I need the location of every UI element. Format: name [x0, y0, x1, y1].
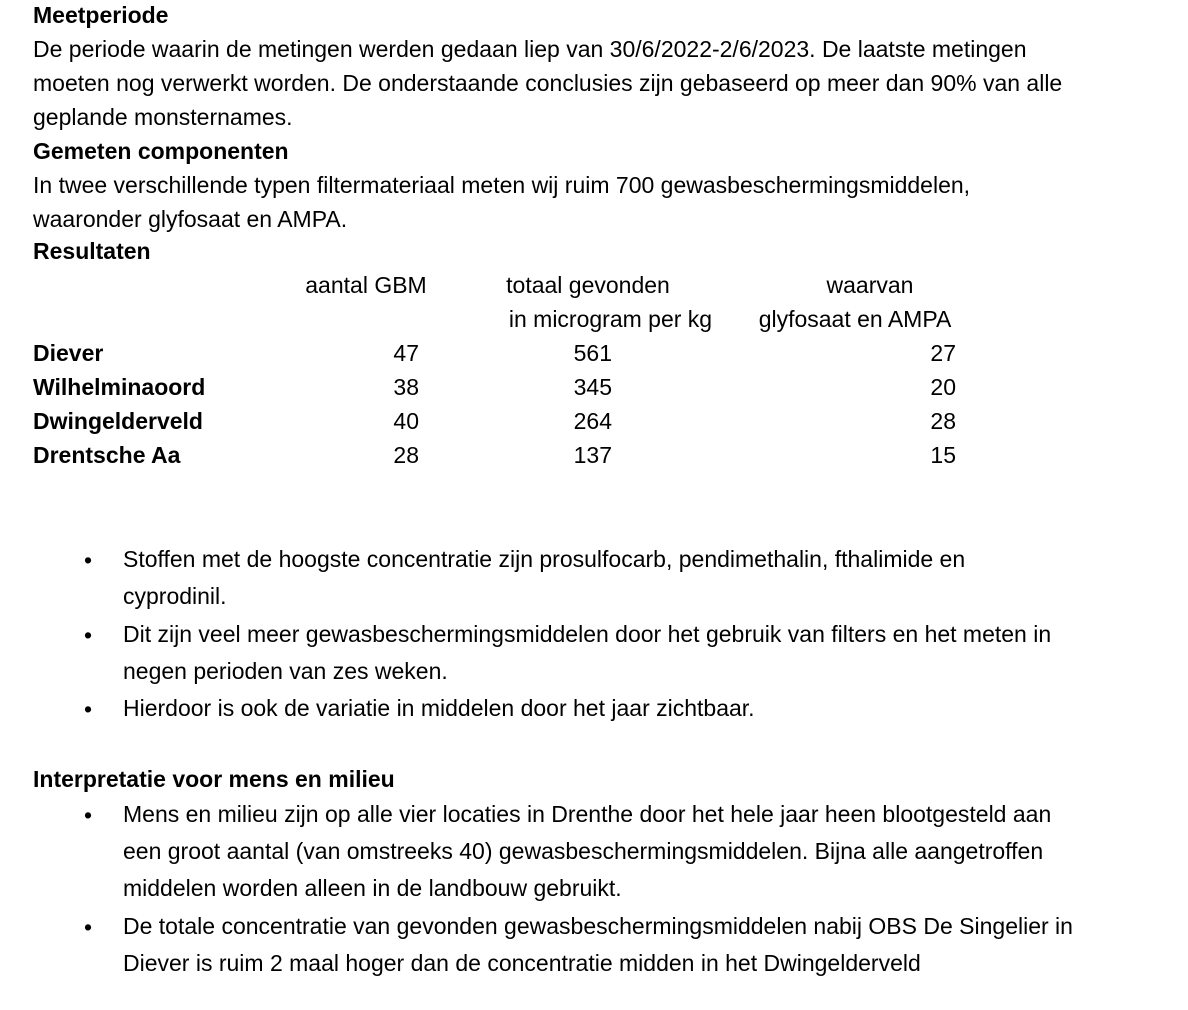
heading-gemeten-componenten: Gemeten componenten: [33, 138, 289, 164]
list-item: Dit zijn veel meer gewasbeschermingsmiddelen door het gebruik van filters en het meten in: [123, 621, 1052, 647]
bullet-icon: •: [83, 802, 93, 828]
list-item-continuation: negen perioden van zes weken.: [123, 658, 448, 684]
paragraph-line: geplande monsternames.: [33, 104, 293, 130]
column-header-totaal: totaal gevonden: [506, 272, 670, 298]
list-item: Mens en milieu zijn op alle vier locaties in Drenthe door het hele jaar heen blootgesteld aan: [123, 801, 1052, 827]
bullet-icon: •: [83, 547, 93, 573]
heading-resultaten: Resultaten: [33, 238, 151, 264]
list-item-continuation: cyprodinil.: [123, 583, 227, 609]
column-header-totaal-unit: in microgram per kg: [508, 306, 713, 332]
heading-meetperiode: Meetperiode: [33, 2, 169, 28]
cell-glyfosaat: 15: [930, 442, 956, 468]
cell-glyfosaat: 20: [930, 374, 956, 400]
cell-totaal: 137: [573, 442, 612, 468]
list-item: Hierdoor is ook de variatie in middelen door het jaar zichtbaar.: [123, 695, 755, 721]
paragraph-line: moeten nog verwerkt worden. De onderstaande conclusies zijn gebaseerd op meer dan 90% van alle: [33, 70, 1063, 96]
cell-gbm: 38: [393, 374, 419, 400]
column-header-aantal-gbm: aantal GBM: [305, 272, 427, 298]
row-location: Dwingelderveld: [33, 408, 203, 434]
list-item: De totale concentratie van gevonden gewasbeschermingsmiddelen nabij OBS De Singelier in: [123, 913, 1073, 939]
cell-glyfosaat: 28: [930, 408, 956, 434]
bullet-icon: •: [83, 914, 93, 940]
heading-interpretatie: Interpretatie voor mens en milieu: [33, 766, 395, 792]
paragraph-line: De periode waarin de metingen werden gedaan liep van 30/6/2022-2/6/2023. De laatste metingen: [33, 36, 1027, 62]
row-location: Drentsche Aa: [33, 442, 181, 468]
cell-totaal: 561: [573, 340, 612, 366]
row-location: Diever: [33, 340, 104, 366]
cell-gbm: 47: [393, 340, 419, 366]
bullet-icon: •: [83, 622, 93, 648]
paragraph-line: waaronder glyfosaat en AMPA.: [33, 206, 348, 232]
cell-gbm: 28: [393, 442, 419, 468]
cell-totaal: 345: [573, 374, 612, 400]
list-item: Stoffen met de hoogste concentratie zijn prosulfocarb, pendimethalin, fthalimide en: [123, 546, 966, 572]
column-header-waarvan: waarvan: [826, 272, 914, 298]
cell-glyfosaat: 27: [930, 340, 956, 366]
cell-gbm: 40: [393, 408, 419, 434]
column-header-glyfosaat: glyfosaat en AMPA: [758, 306, 952, 332]
paragraph-line: In twee verschillende typen filtermateriaal meten wij ruim 700 gewasbeschermingsmiddelen,: [33, 172, 971, 198]
cell-totaal: 264: [573, 408, 612, 434]
list-item-continuation: een groot aantal (van omstreeks 40) gewasbeschermingsmiddelen. Bijna alle aangetroffen: [123, 838, 1044, 864]
list-item-continuation: Diever is ruim 2 maal hoger dan de concentratie midden in het Dwingelderveld: [123, 950, 921, 976]
bullet-icon: •: [83, 696, 93, 722]
row-location: Wilhelminaoord: [33, 374, 206, 400]
list-item-continuation: middelen worden alleen in de landbouw gebruikt.: [123, 875, 622, 901]
